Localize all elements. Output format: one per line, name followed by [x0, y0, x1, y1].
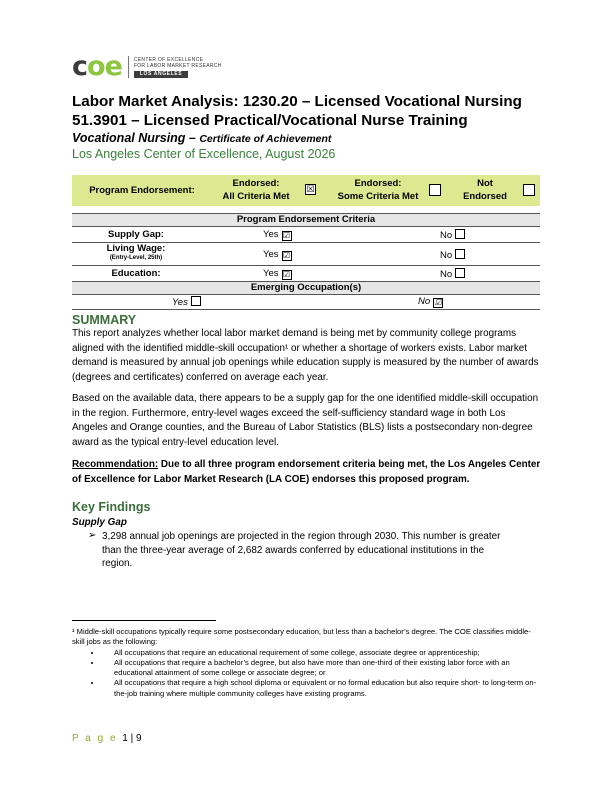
logo-text	[134, 57, 222, 78]
emerging-header: Emerging Occupation(s)	[72, 282, 540, 295]
criteria-row-education	[72, 266, 540, 282]
wage-no-checkbox[interactable]	[455, 249, 465, 259]
endorsed-some-checkbox[interactable]	[429, 184, 441, 196]
endorsed-some-line2: Some Criteria Met	[337, 191, 419, 202]
endorsed-all-line1: Endorsed:	[232, 178, 280, 189]
not-endorsed-line2: Endorsed	[463, 191, 507, 202]
endorsed-all-label	[208, 177, 304, 203]
emerging-row	[72, 295, 540, 310]
criteria-row-wage	[72, 243, 540, 266]
coe-logo	[72, 51, 222, 82]
arrow-bullet-icon: ➢	[88, 530, 97, 541]
recommendation	[72, 458, 542, 487]
endorsement-label: Program Endorsement:	[89, 185, 195, 196]
subtitle-award: Certificate of Achievement	[199, 133, 332, 145]
recommendation-text: Due to all three program endorsement criteria being met, the Los Angeles Center of Excellence for Labor Market Research (LA COE) endorses this proposed program.	[72, 459, 541, 485]
summary-paragraph-2: Based on the available data, there appears to be a supply gap for the one identified middle-skill occupation in the region. Furthermore, entry-level wages exceed the self-sufficiency standard wage in both Los Angeles and Orange counties, and the Bureau of Labor Statistics (BLS) lists a postsecondary non-degree award as the typical entry-level education level.	[72, 393, 539, 448]
emerging-yes-checkbox[interactable]	[191, 296, 201, 306]
page-number	[72, 733, 142, 744]
yes-label: Yes	[172, 297, 188, 308]
criteria-table	[72, 213, 540, 310]
criteria-header: Program Endorsement Criteria	[72, 213, 540, 227]
supply-no-checkbox[interactable]	[455, 229, 465, 239]
supply-gap-subheading: Supply Gap	[72, 517, 127, 528]
endorsed-all-checkbox[interactable]: ☒	[306, 184, 315, 194]
no-label: No	[418, 296, 431, 307]
page-label: P a g e	[72, 733, 118, 744]
subtitle-main: Vocational Nursing –	[72, 131, 200, 145]
footnote	[72, 627, 542, 699]
footnote-item: • All occupations that require a high school diploma or equivalent or no formal education but also require short- to long-term on-the-job training where multiple community colleges have existing programs.	[102, 678, 542, 699]
yes-label: Yes	[263, 229, 279, 240]
dateline: Los Angeles Center of Excellence, August 2026	[72, 147, 336, 161]
no-label: No	[440, 230, 453, 241]
emerging-no	[418, 296, 443, 308]
summary-paragraph-1: This report analyzes whether local labor market demand is being met by community college programs aligned with the identified middle-skill occupation¹ or whether a shortage of workers exists. Labor market demand is measured by annual job openings while education supply is measured by the number of awards (degrees and certificates) conferred on average each year.	[72, 328, 539, 383]
footnote-item: • All occupations that require an educational requirement of some college, associate degree or apprenticeship;	[102, 648, 542, 658]
emerging-yes	[172, 296, 201, 308]
living-wage-label	[72, 244, 200, 263]
logo-line2: FOR LABOR MARKET RESEARCH	[133, 63, 222, 69]
no-label: No	[440, 250, 453, 261]
supply-no	[440, 229, 465, 241]
education-yes	[263, 268, 292, 280]
summary-heading: SUMMARY	[72, 313, 137, 327]
footnote-intro: ¹ Middle-skill occupations typically require some postsecondary education, but less than a bachelor’s degree. The COE classifies middle-skill jobs as the following:	[72, 627, 531, 647]
education-no-checkbox[interactable]	[455, 268, 465, 278]
endorsement-bar	[72, 175, 540, 206]
wage-yes-checkbox[interactable]: ☑	[282, 251, 291, 260]
not-endorsed-line1: Not	[477, 178, 493, 189]
living-wage-sub: (Entry-Level, 25th)	[109, 255, 163, 261]
title-line2: 51.3901 – Licensed Practical/Vocational Nurse Training	[72, 112, 468, 129]
supply-yes-checkbox[interactable]: ☑	[282, 231, 291, 240]
endorsed-some-line1: Endorsed:	[354, 178, 402, 189]
footnote-item: • All occupations that require a bachelor’s degree, but also have more than one-third of their existing labor force with an educational attainment of some college or associate degree; or	[102, 658, 542, 679]
education-label: Education:	[111, 268, 161, 279]
recommendation-label: Recommendation:	[72, 459, 159, 470]
supply-yes	[263, 229, 292, 241]
yes-label: Yes	[263, 268, 279, 279]
endorsed-all-line2: All Criteria Met	[222, 191, 290, 202]
logo-divider	[128, 56, 129, 78]
footnote-list	[72, 648, 542, 699]
logo-line1: CENTER OF EXCELLENCE	[133, 56, 204, 63]
living-wage-title: Living Wage:	[106, 243, 166, 254]
education-no	[440, 268, 465, 280]
title-line1: Labor Market Analysis: 1230.20 – Licensed Vocational Nursing	[72, 93, 522, 110]
finding-bullet: 3,298 annual job openings are projected in the region through 2030. This number is greater than the three-year average of 2,682 awards conferred by educational institutions in the region.	[102, 531, 501, 569]
supply-gap-label: Supply Gap:	[108, 229, 164, 240]
endorsed-some-label	[330, 177, 426, 203]
logo-region: LOS ANGELES	[134, 71, 188, 78]
yes-label: Yes	[263, 249, 279, 260]
key-findings-heading: Key Findings	[72, 500, 151, 514]
program-subtitle	[72, 131, 331, 145]
page-count: 1 | 9	[122, 733, 142, 744]
report-title	[72, 92, 542, 130]
coe-logo-mark: coe	[72, 51, 122, 82]
wage-no	[440, 249, 465, 261]
emerging-no-checkbox[interactable]: ☑	[434, 298, 442, 307]
education-yes-checkbox[interactable]: ☑	[282, 270, 291, 279]
criteria-row-supply	[72, 227, 540, 243]
footnote-rule	[72, 620, 216, 621]
not-endorsed-label	[452, 177, 518, 203]
no-label: No	[440, 269, 453, 280]
not-endorsed-checkbox[interactable]	[523, 184, 535, 196]
wage-yes	[263, 249, 292, 261]
